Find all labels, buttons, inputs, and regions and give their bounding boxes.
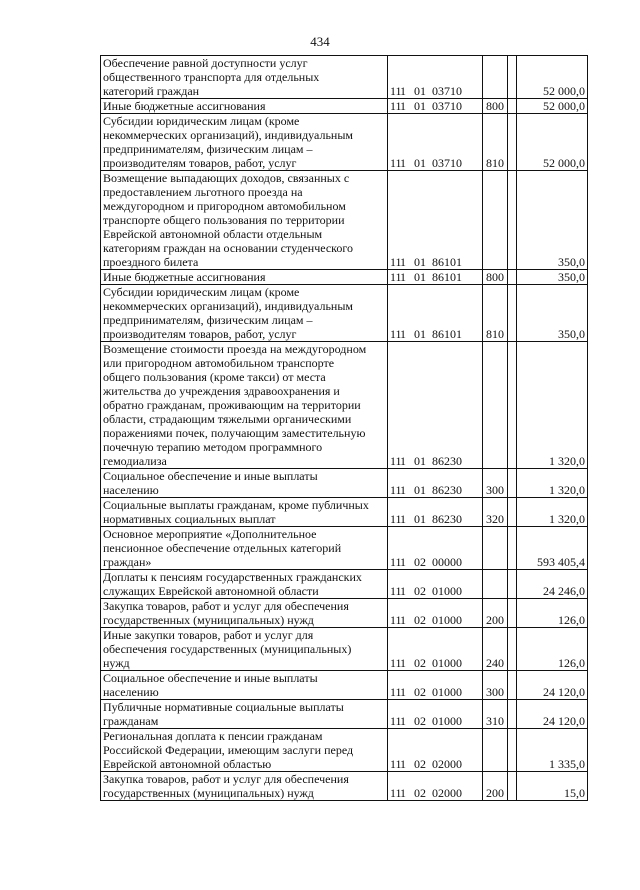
row-description	[101, 285, 388, 342]
description-line: обеспечения государственных (муниципальных)	[103, 642, 352, 656]
description-line: предоставлением льготного проезда на	[103, 185, 303, 199]
row-description	[101, 56, 388, 99]
description-line: нормативных социальных выплат	[103, 512, 276, 526]
program-code: 11	[390, 327, 402, 341]
activity-code: 01	[414, 270, 426, 284]
row-description	[101, 527, 388, 570]
table-row	[101, 270, 588, 285]
classification-code	[388, 772, 483, 801]
activity-code: 01	[414, 156, 426, 170]
spacer-cell	[508, 772, 517, 801]
classification-code	[388, 285, 483, 342]
subprogram-code: 1	[400, 483, 406, 497]
description-line: Возмещение стоимости проезда на междугородном	[103, 342, 367, 356]
program-code: 11	[390, 757, 402, 771]
table-row	[101, 628, 588, 671]
expense-type-code	[483, 570, 508, 599]
row-description	[101, 99, 388, 114]
table-row	[101, 171, 588, 270]
spacer-cell	[508, 469, 517, 498]
spacer-cell	[508, 570, 517, 599]
row-description	[101, 729, 388, 772]
classification-code	[388, 469, 483, 498]
classification-code	[388, 729, 483, 772]
description-line: почечную терапию методом программного	[103, 440, 323, 454]
table-row	[101, 570, 588, 599]
amount: 24 120,0	[517, 671, 588, 700]
activity-code: 01	[414, 255, 426, 269]
table-row	[101, 772, 588, 801]
expense-type-code: 200	[483, 599, 508, 628]
table-row	[101, 671, 588, 700]
activity-code: 02	[414, 714, 426, 728]
amount: 1 320,0	[517, 498, 588, 527]
subprogram-code: 1	[400, 156, 406, 170]
row-description	[101, 342, 388, 469]
spacer-cell	[508, 99, 517, 114]
amount: 126,0	[517, 599, 588, 628]
expense-type-code: 320	[483, 498, 508, 527]
subprogram-code: 1	[400, 786, 406, 800]
expense-type-code	[483, 527, 508, 570]
description-line: Основное мероприятие «Дополнительное	[103, 527, 317, 541]
description-line: Региональная доплата к пенсии гражданам	[103, 729, 323, 743]
activity-code: 02	[414, 584, 426, 598]
description-line: Иные закупки товаров, работ и услуг для	[103, 628, 314, 642]
table-row	[101, 700, 588, 729]
activity-code: 02	[414, 757, 426, 771]
direction-code: 86230	[432, 483, 462, 497]
description-line: некоммерческих организаций), индивидуальным	[103, 299, 353, 313]
program-code: 11	[390, 255, 402, 269]
table-row	[101, 285, 588, 342]
classification-code	[388, 628, 483, 671]
amount: 350,0	[517, 270, 588, 285]
amount: 350,0	[517, 171, 588, 270]
budget-table	[100, 55, 588, 801]
row-description	[101, 671, 388, 700]
activity-code: 02	[414, 656, 426, 670]
program-code: 11	[390, 454, 402, 468]
subprogram-code: 1	[400, 685, 406, 699]
description-line: категорий граждан	[103, 84, 200, 98]
activity-code: 01	[414, 99, 426, 113]
subprogram-code: 1	[400, 270, 406, 284]
spacer-cell	[508, 56, 517, 99]
program-code: 11	[390, 84, 402, 98]
description-line: Закупка товаров, работ и услуг для обеспечения	[103, 772, 349, 786]
description-line: Еврейской автономной области отдельным	[103, 227, 323, 241]
program-code: 11	[390, 613, 402, 627]
classification-code	[388, 527, 483, 570]
amount: 1 320,0	[517, 469, 588, 498]
subprogram-code: 1	[400, 84, 406, 98]
row-description	[101, 469, 388, 498]
subprogram-code: 1	[400, 454, 406, 468]
spacer-cell	[508, 342, 517, 469]
description-line: служащих Еврейской автономной области	[103, 584, 319, 598]
expense-type-code	[483, 56, 508, 99]
description-line: предпринимателям, физическим лицам –	[103, 313, 313, 327]
direction-code: 01000	[432, 656, 462, 670]
subprogram-code: 1	[400, 656, 406, 670]
description-line: Социальное обеспечение и иные выплаты	[103, 671, 318, 685]
subprogram-code: 1	[400, 99, 406, 113]
table-row	[101, 114, 588, 171]
description-line: Иные бюджетные ассигнования	[103, 270, 266, 284]
description-line: Возмещение выпадающих доходов, связанных с	[103, 171, 350, 185]
table-row	[101, 469, 588, 498]
direction-code: 03710	[432, 156, 462, 170]
subprogram-code: 1	[400, 757, 406, 771]
program-code: 11	[390, 584, 402, 598]
description-line: Доплаты к пенсиям государственных гражданских	[103, 570, 362, 584]
direction-code: 01000	[432, 714, 462, 728]
amount: 126,0	[517, 628, 588, 671]
spacer-cell	[508, 498, 517, 527]
description-line: общего пользования (кроме такси) от места	[103, 370, 326, 384]
description-line: населению	[103, 483, 159, 497]
direction-code: 03710	[432, 99, 462, 113]
description-line: Субсидии юридическим лицам (кроме	[103, 114, 300, 128]
activity-code: 01	[414, 483, 426, 497]
classification-code	[388, 56, 483, 99]
row-description	[101, 270, 388, 285]
description-line: населению	[103, 685, 159, 699]
subprogram-code: 1	[400, 327, 406, 341]
page-number: 434	[310, 34, 330, 49]
table-row	[101, 342, 588, 469]
description-line: гражданам	[103, 714, 159, 728]
expense-type-code	[483, 171, 508, 270]
description-line: общественного транспорта для отдельных	[103, 70, 320, 84]
description-line: междугородном и пригородном автомобильном	[103, 199, 346, 213]
spacer-cell	[508, 700, 517, 729]
direction-code: 01000	[432, 685, 462, 699]
row-description	[101, 570, 388, 599]
description-line: некоммерческих организаций), индивидуальным	[103, 128, 353, 142]
direction-code: 00000	[432, 555, 462, 569]
description-line: государственных (муниципальных) нужд	[103, 786, 314, 800]
program-code: 11	[390, 555, 402, 569]
description-line: категориям граждан на основании студенческого	[103, 241, 354, 255]
activity-code: 02	[414, 613, 426, 627]
classification-code	[388, 342, 483, 469]
classification-code	[388, 671, 483, 700]
description-line: Социальное обеспечение и иные выплаты	[103, 469, 318, 483]
amount: 52 000,0	[517, 114, 588, 171]
description-line: пенсионное обеспечение отдельных категорий	[103, 541, 342, 555]
table-row	[101, 56, 588, 99]
amount: 52 000,0	[517, 99, 588, 114]
description-line: граждан»	[103, 555, 152, 569]
direction-code: 86101	[432, 327, 462, 341]
amount: 24 120,0	[517, 700, 588, 729]
description-line: Субсидии юридическим лицам (кроме	[103, 285, 300, 299]
description-line: Российской Федерации, имеющим заслуги перед	[103, 743, 354, 757]
direction-code: 86101	[432, 270, 462, 284]
description-line: обратно гражданам, проживающим на территории	[103, 398, 361, 412]
direction-code: 03710	[432, 84, 462, 98]
row-description	[101, 772, 388, 801]
table-row	[101, 498, 588, 527]
spacer-cell	[508, 527, 517, 570]
direction-code: 86101	[432, 255, 462, 269]
spacer-cell	[508, 171, 517, 270]
activity-code: 02	[414, 786, 426, 800]
amount: 1 320,0	[517, 342, 588, 469]
description-line: нужд	[103, 656, 130, 670]
spacer-cell	[508, 270, 517, 285]
program-code: 11	[390, 512, 402, 526]
description-line: Иные бюджетные ассигнования	[103, 99, 266, 113]
program-code: 11	[390, 99, 402, 113]
row-description	[101, 114, 388, 171]
program-code: 11	[390, 714, 402, 728]
program-code: 11	[390, 270, 402, 284]
table-body	[101, 56, 588, 801]
classification-code	[388, 270, 483, 285]
description-line: государственных (муниципальных) нужд	[103, 613, 314, 627]
table-row	[101, 99, 588, 114]
program-code: 11	[390, 786, 402, 800]
row-description	[101, 599, 388, 628]
expense-type-code: 300	[483, 469, 508, 498]
direction-code: 01000	[432, 613, 462, 627]
table-row	[101, 599, 588, 628]
description-line: Еврейской автономной областью	[103, 757, 272, 771]
description-line: транспорте общего пользования по территории	[103, 213, 345, 227]
subprogram-code: 1	[400, 584, 406, 598]
table-row	[101, 527, 588, 570]
amount: 24 246,0	[517, 570, 588, 599]
expense-type-code: 240	[483, 628, 508, 671]
amount: 52 000,0	[517, 56, 588, 99]
spacer-cell	[508, 114, 517, 171]
direction-code: 02000	[432, 786, 462, 800]
activity-code: 01	[414, 454, 426, 468]
subprogram-code: 1	[400, 255, 406, 269]
direction-code: 02000	[432, 757, 462, 771]
program-code: 11	[390, 685, 402, 699]
subprogram-code: 1	[400, 613, 406, 627]
description-line: Социальные выплаты гражданам, кроме публичных	[103, 498, 369, 512]
subprogram-code: 1	[400, 512, 406, 526]
activity-code: 01	[414, 512, 426, 526]
description-line: поражениями почек, получающим заместительную	[103, 426, 366, 440]
program-code: 11	[390, 656, 402, 670]
expense-type-code	[483, 729, 508, 772]
expense-type-code: 810	[483, 114, 508, 171]
spacer-cell	[508, 671, 517, 700]
spacer-cell	[508, 285, 517, 342]
classification-code	[388, 99, 483, 114]
classification-code	[388, 570, 483, 599]
expense-type-code: 810	[483, 285, 508, 342]
expense-type-code: 800	[483, 99, 508, 114]
program-code: 11	[390, 156, 402, 170]
subprogram-code: 1	[400, 714, 406, 728]
description-line: проездного билета	[103, 255, 199, 269]
description-line: Обеспечение равной доступности услуг	[103, 56, 308, 70]
classification-code	[388, 171, 483, 270]
program-code: 11	[390, 483, 402, 497]
description-line: производителям товаров, работ, услуг	[103, 156, 297, 170]
amount: 350,0	[517, 285, 588, 342]
amount: 1 335,0	[517, 729, 588, 772]
spacer-cell	[508, 599, 517, 628]
description-line: предпринимателям, физическим лицам –	[103, 142, 313, 156]
activity-code: 01	[414, 327, 426, 341]
table-row	[101, 729, 588, 772]
classification-code	[388, 700, 483, 729]
spacer-cell	[508, 628, 517, 671]
activity-code: 02	[414, 685, 426, 699]
amount: 15,0	[517, 772, 588, 801]
expense-type-code: 800	[483, 270, 508, 285]
direction-code: 86230	[432, 512, 462, 526]
subprogram-code: 1	[400, 555, 406, 569]
description-line: производителям товаров, работ, услуг	[103, 327, 297, 341]
description-line: или пригородном автомобильном транспорте	[103, 356, 335, 370]
amount: 593 405,4	[517, 527, 588, 570]
activity-code: 02	[414, 555, 426, 569]
direction-code: 01000	[432, 584, 462, 598]
expense-type-code: 200	[483, 772, 508, 801]
row-description	[101, 498, 388, 527]
row-description	[101, 628, 388, 671]
classification-code	[388, 599, 483, 628]
description-line: Публичные нормативные социальные выплаты	[103, 700, 344, 714]
classification-code	[388, 498, 483, 527]
description-line: области, страдающим тяжелыми органическими	[103, 412, 352, 426]
description-line: жительства до учреждения здравоохранения и	[103, 384, 340, 398]
row-description	[101, 700, 388, 729]
expense-type-code: 300	[483, 671, 508, 700]
classification-code	[388, 114, 483, 171]
description-line: Закупка товаров, работ и услуг для обеспечения	[103, 599, 349, 613]
expense-type-code: 310	[483, 700, 508, 729]
activity-code: 01	[414, 84, 426, 98]
direction-code: 86230	[432, 454, 462, 468]
spacer-cell	[508, 729, 517, 772]
expense-type-code	[483, 342, 508, 469]
description-line: гемодиализа	[103, 454, 167, 468]
row-description	[101, 171, 388, 270]
